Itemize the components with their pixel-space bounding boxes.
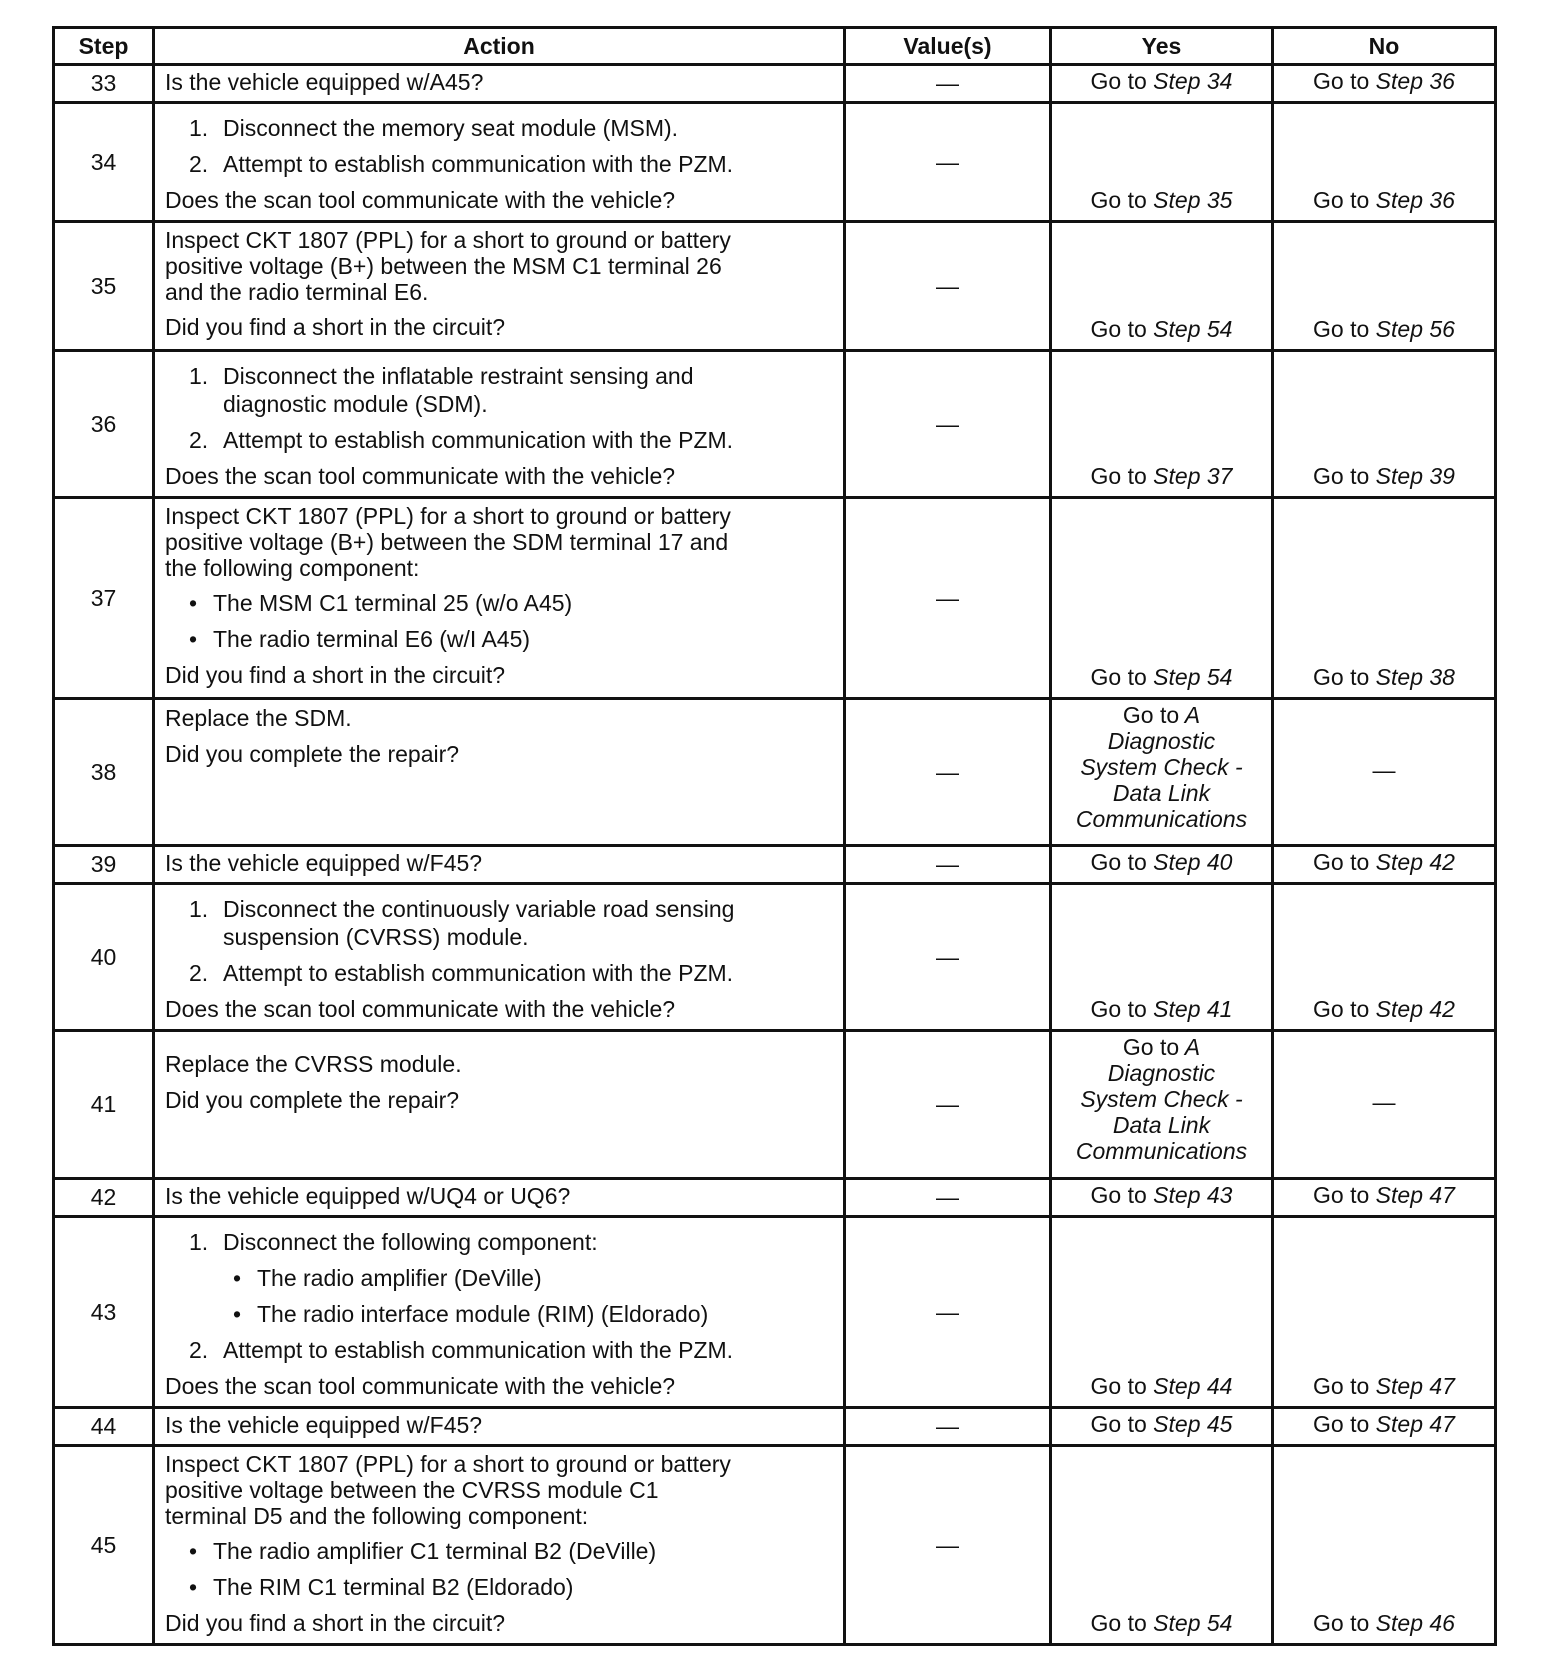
yes-cell [1051, 1408, 1273, 1446]
question: Is the vehicle equipped w/UQ4 or UQ6? [165, 1183, 571, 1209]
value-cell [845, 846, 1051, 884]
yes-step: 35 [1206, 187, 1233, 213]
table-row [54, 498, 1496, 699]
goto-label: Go to [1313, 1182, 1370, 1208]
diagnostic-table [52, 26, 1497, 1646]
goto-label: Go to [1313, 1610, 1370, 1636]
yes-step: 43 [1206, 1182, 1233, 1208]
step-word: Step [1375, 187, 1423, 213]
step-word: Step [1375, 1411, 1423, 1437]
value-dash: — [936, 851, 959, 877]
question: Does the scan tool communicate with the vehicle? [165, 996, 676, 1022]
yes-step: 37 [1206, 463, 1233, 489]
goto-label: Go to [1090, 849, 1147, 875]
goto-label: Go to [1313, 1373, 1370, 1399]
header-step: Step [54, 28, 154, 65]
yes-link-line: A [1184, 1034, 1201, 1060]
action-cell [154, 846, 845, 884]
step-number: 43 [54, 1217, 154, 1408]
goto-label: Go to [1090, 1182, 1147, 1208]
no-cell [1273, 1217, 1496, 1408]
no-step: 46 [1429, 1610, 1455, 1636]
no-cell [1273, 351, 1496, 498]
bullet-text: The radio interface module (RIM) (Eldorado) [257, 1301, 709, 1327]
step-word: Step [1375, 316, 1423, 342]
step-word: Step [1153, 316, 1201, 342]
step-word: Step [1375, 68, 1423, 94]
step-word: Step [1153, 463, 1201, 489]
goto-label: Go to [1313, 664, 1370, 690]
goto-label: Go to [1313, 996, 1370, 1022]
value-cell [845, 103, 1051, 222]
goto-label: Go to [1090, 664, 1147, 690]
bullet-item: • The radio interface module (RIM) (Eldorado) [233, 1301, 709, 1327]
action-cell [154, 884, 845, 1031]
action-step-text-cont: suspension (CVRSS) module. [223, 924, 529, 950]
yes-cell [1051, 498, 1273, 699]
action-step-2: 2. Attempt to establish communication with the PZM. [189, 151, 734, 177]
value-cell [845, 65, 1051, 103]
yes-cell [1051, 1217, 1273, 1408]
step-word: Step [1375, 463, 1423, 489]
goto-label: Go to [1313, 187, 1370, 213]
yes-step: 45 [1206, 1411, 1233, 1437]
no-step: 42 [1429, 996, 1455, 1022]
step-number: 33 [54, 65, 154, 103]
yes-step: 44 [1206, 1373, 1233, 1399]
table-row [54, 699, 1496, 846]
question: Did you complete the repair? [165, 1087, 460, 1113]
action-text: Replace the CVRSS module. [165, 1051, 462, 1077]
action-step-text-cont: diagnostic module (SDM). [223, 391, 488, 417]
value-dash: — [936, 272, 959, 299]
value-cell [845, 1217, 1051, 1408]
yes-link-line: Communications [1075, 1138, 1248, 1164]
action-text: Inspect CKT 1807 (PPL) for a short to ground or battery [165, 1451, 731, 1477]
question: Did you find a short in the circuit? [165, 662, 506, 688]
table-row [54, 351, 1496, 498]
action-step-text: Attempt to establish communication with the PZM. [223, 427, 734, 453]
value-cell [845, 498, 1051, 699]
bullet-item: • The RIM C1 terminal B2 (Eldorado) [189, 1574, 574, 1600]
question: Did you complete the repair? [165, 741, 460, 767]
goto-label: Go to [1090, 1610, 1147, 1636]
action-step-text: Disconnect the memory seat module (MSM). [223, 115, 679, 141]
value-cell [845, 1179, 1051, 1217]
question: Does the scan tool communicate with the vehicle? [165, 187, 676, 213]
action-step-text: Attempt to establish communication with the PZM. [223, 151, 734, 177]
yes-link-line: System Check - [1080, 754, 1243, 780]
action-step-2: 2. Attempt to establish communication with the PZM. [189, 1337, 734, 1363]
value-dash: — [936, 758, 959, 785]
action-step-text: Disconnect the following component: [223, 1229, 598, 1255]
action-step-1: 1. Disconnect the memory seat module (MSM). [189, 115, 679, 141]
value-dash: — [936, 148, 959, 175]
action-cell [154, 1217, 845, 1408]
action-cell [154, 1031, 845, 1179]
question: Does the scan tool communicate with the vehicle? [165, 463, 676, 489]
value-dash: — [936, 410, 959, 437]
action-cell [154, 222, 845, 351]
step-number: 37 [54, 498, 154, 699]
step-word: Step [1153, 1610, 1201, 1636]
table-row [54, 1446, 1496, 1645]
value-dash: — [936, 1531, 959, 1558]
goto-label: Go to [1090, 1411, 1147, 1437]
action-step-text: Attempt to establish communication with the PZM. [223, 1337, 734, 1363]
goto-label: Go to [1122, 1034, 1180, 1060]
value-dash: — [936, 1091, 959, 1117]
action-cell [154, 65, 845, 103]
step-word: Step [1375, 1182, 1423, 1208]
table-row [54, 65, 1496, 103]
yes-cell [1051, 222, 1273, 351]
step-word: Step [1153, 1373, 1201, 1399]
bullet-item: • The MSM C1 terminal 25 (w/o A45) [189, 590, 573, 616]
no-cell [1273, 498, 1496, 699]
no-cell [1273, 1179, 1496, 1217]
goto-label: Go to [1090, 463, 1147, 489]
step-word: Step [1153, 664, 1201, 690]
action-cell [154, 699, 845, 846]
step-number: 38 [54, 699, 154, 846]
action-cell [154, 498, 845, 699]
yes-cell [1051, 351, 1273, 498]
action-step-1: 1. Disconnect the inflatable restraint sensing and [189, 363, 694, 389]
yes-step: 54 [1206, 1610, 1233, 1636]
yes-cell [1051, 1179, 1273, 1217]
step-number: 41 [54, 1031, 154, 1179]
goto-label: Go to [1313, 463, 1370, 489]
yes-link-line: Diagnostic [1107, 728, 1216, 754]
goto-label: Go to [1313, 849, 1370, 875]
action-step-text: Disconnect the continuously variable road sensing [223, 896, 735, 922]
step-word: Step [1153, 849, 1201, 875]
no-cell [1273, 699, 1496, 846]
step-number: 39 [54, 846, 154, 884]
action-step-2: 2. Attempt to establish communication with the PZM. [189, 427, 734, 453]
goto-label: Go to [1090, 316, 1147, 342]
action-step-text: Attempt to establish communication with the PZM. [223, 960, 734, 986]
action-text: Replace the SDM. [165, 705, 352, 731]
goto-label: Go to [1090, 996, 1147, 1022]
action-text: positive voltage (B+) between the MSM C1 terminal 26 [165, 253, 722, 279]
no-cell [1273, 65, 1496, 103]
step-number: 35 [54, 222, 154, 351]
yes-link-line: A [1184, 702, 1201, 728]
value-cell [845, 699, 1051, 846]
yes-cell [1051, 1031, 1273, 1179]
action-step-2: 2. Attempt to establish communication with the PZM. [189, 960, 734, 986]
value-cell [845, 884, 1051, 1031]
table-row [54, 222, 1496, 351]
yes-cell [1051, 1446, 1273, 1645]
action-cell [154, 103, 845, 222]
action-text: the following component: [165, 555, 420, 581]
step-number: 45 [54, 1446, 154, 1645]
yes-link [1056, 702, 1267, 832]
yes-link-line: Communications [1075, 806, 1248, 832]
no-cell [1273, 222, 1496, 351]
no-cell [1273, 1446, 1496, 1645]
value-dash: — [936, 1298, 959, 1325]
goto-label: Go to [1090, 68, 1147, 94]
step-word: Step [1375, 996, 1423, 1022]
value-dash: — [1372, 1089, 1396, 1115]
value-dash: — [1372, 756, 1396, 783]
question: Does the scan tool communicate with the vehicle? [165, 1373, 676, 1399]
header-yes: Yes [1051, 28, 1273, 65]
yes-cell [1051, 884, 1273, 1031]
value-cell [845, 1446, 1051, 1645]
no-step: 47 [1429, 1411, 1455, 1437]
step-word: Step [1153, 187, 1201, 213]
no-step: 56 [1429, 316, 1455, 342]
table-row [54, 1217, 1496, 1408]
value-dash: — [936, 1413, 959, 1439]
table-row [54, 884, 1496, 1031]
step-number: 34 [54, 103, 154, 222]
bullet-text: The RIM C1 terminal B2 (Eldorado) [213, 1574, 574, 1600]
action-text: Inspect CKT 1807 (PPL) for a short to ground or battery [165, 227, 731, 253]
header-no: No [1273, 28, 1496, 65]
step-word: Step [1375, 1373, 1423, 1399]
no-step: 47 [1429, 1182, 1455, 1208]
action-text: and the radio terminal E6. [165, 279, 429, 305]
yes-link-line: Diagnostic [1107, 1060, 1216, 1086]
table-row [54, 103, 1496, 222]
goto-label: Go to [1090, 1373, 1147, 1399]
yes-step: 41 [1206, 996, 1233, 1022]
value-dash: — [936, 70, 959, 96]
action-text: Inspect CKT 1807 (PPL) for a short to ground or battery [165, 503, 731, 529]
action-step-1: 1. Disconnect the following component: [189, 1229, 598, 1255]
step-word: Step [1375, 849, 1423, 875]
no-cell [1273, 846, 1496, 884]
value-cell [845, 351, 1051, 498]
yes-step: 40 [1206, 849, 1233, 875]
no-cell [1273, 884, 1496, 1031]
yes-step: 34 [1206, 68, 1233, 94]
goto-label: Go to [1122, 702, 1180, 728]
value-dash: — [936, 584, 959, 611]
question: Is the vehicle equipped w/F45? [165, 850, 483, 876]
yes-cell [1051, 65, 1273, 103]
action-cell [154, 1408, 845, 1446]
action-step-text: Disconnect the inflatable restraint sensing and [223, 363, 694, 389]
yes-cell [1051, 846, 1273, 884]
yes-cell [1051, 699, 1273, 846]
step-number: 36 [54, 351, 154, 498]
goto-label: Go to [1313, 68, 1370, 94]
value-dash: — [936, 943, 959, 970]
no-step: 36 [1429, 68, 1455, 94]
yes-link-line: Data Link [1112, 780, 1211, 806]
question: Did you find a short in the circuit? [165, 1610, 506, 1636]
action-text: positive voltage (B+) between the SDM terminal 17 and [165, 529, 729, 555]
no-step: 42 [1429, 849, 1455, 875]
yes-step: 54 [1206, 316, 1233, 342]
step-word: Step [1153, 68, 1201, 94]
table-row [54, 846, 1496, 884]
action-text: positive voltage between the CVRSS module C1 [165, 1477, 659, 1503]
bullet-text: The MSM C1 terminal 25 (w/o A45) [213, 590, 573, 616]
table-row [54, 1031, 1496, 1179]
yes-cell [1051, 103, 1273, 222]
table-row [54, 1408, 1496, 1446]
no-step: 36 [1429, 187, 1455, 213]
step-word: Step [1375, 664, 1423, 690]
no-cell [1273, 1408, 1496, 1446]
goto-label: Go to [1313, 1411, 1370, 1437]
question: Did you find a short in the circuit? [165, 314, 506, 340]
header-action: Action [154, 28, 845, 65]
question: Is the vehicle equipped w/F45? [165, 1412, 483, 1438]
value-dash: — [936, 1184, 959, 1210]
bullet-text: The radio terminal E6 (w/I A45) [213, 626, 531, 652]
value-cell [845, 1408, 1051, 1446]
value-cell [845, 222, 1051, 351]
bullet-item: • The radio amplifier (DeVille) [233, 1265, 542, 1291]
header-values: Value(s) [845, 28, 1051, 65]
action-cell [154, 1179, 845, 1217]
goto-label: Go to [1090, 187, 1147, 213]
action-step-1: 1. Disconnect the continuously variable road sensing [189, 896, 735, 922]
yes-link-line: Data Link [1112, 1112, 1211, 1138]
bullet-text: The radio amplifier C1 terminal B2 (DeVille) [213, 1538, 657, 1564]
goto-label: Go to [1313, 316, 1370, 342]
step-word: Step [1153, 996, 1201, 1022]
no-step: 39 [1429, 463, 1455, 489]
action-cell [154, 1446, 845, 1645]
table-row [54, 1179, 1496, 1217]
bullet-text: The radio amplifier (DeVille) [257, 1265, 542, 1291]
step-number: 44 [54, 1408, 154, 1446]
step-number: 42 [54, 1179, 154, 1217]
no-cell [1273, 103, 1496, 222]
step-word: Step [1153, 1182, 1201, 1208]
header-row [54, 28, 1496, 65]
bullet-item: • The radio amplifier C1 terminal B2 (DeVille) [189, 1538, 657, 1564]
bullet-item: • The radio terminal E6 (w/I A45) [189, 626, 531, 652]
step-word: Step [1375, 1610, 1423, 1636]
no-step: 47 [1429, 1373, 1455, 1399]
value-cell [845, 1031, 1051, 1179]
question: Is the vehicle equipped w/A45? [165, 69, 484, 95]
step-number: 40 [54, 884, 154, 1031]
yes-link-line: System Check - [1080, 1086, 1243, 1112]
step-word: Step [1153, 1411, 1201, 1437]
action-cell [154, 351, 845, 498]
yes-step: 54 [1206, 664, 1233, 690]
no-step: 38 [1429, 664, 1455, 690]
action-text: terminal D5 and the following component: [165, 1503, 589, 1529]
yes-link [1056, 1034, 1267, 1164]
no-cell [1273, 1031, 1496, 1179]
